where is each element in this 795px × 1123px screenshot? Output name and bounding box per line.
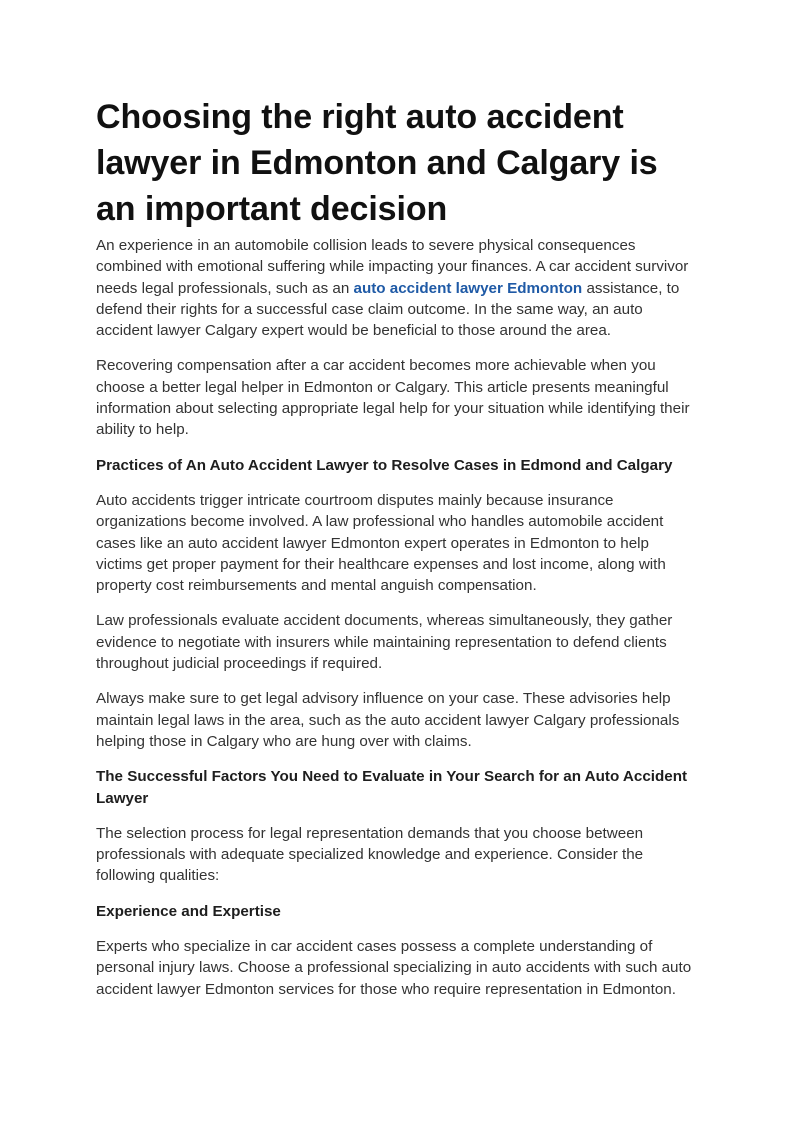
successful-factors-heading: The Successful Factors You Need to Evaluate in Your Search for an Auto Accident Lawyer	[96, 768, 688, 807]
document-page	[96, 94, 698, 1000]
intro-text-before-link: An experience in an automobile collision leads to severe physical consequences combined with emotional suffering while impacting your finances. A car accident survivor needs legal professionals, such as an	[96, 237, 689, 297]
intro-text-after-link: assistance, to defend their rights for a successful case claim outcome. In the same way, an auto accident lawyer Calgary expert would be beneficial to those around the area.	[96, 279, 680, 340]
intro-paragraph	[96, 235, 698, 341]
experts-specialize-paragraph: Experts who specialize in car accident cases possess a complete understanding of personal injury laws. Choose a professional specializing in auto accidents with such auto accident lawyer Edmonton services for those who require representation in Edmonton.	[96, 938, 692, 998]
practices-heading: Practices of An Auto Accident Lawyer to Resolve Cases in Edmond and Calgary	[96, 456, 673, 474]
page-title: Choosing the right auto accident lawyer in Edmonton and Calgary is an important decision	[96, 98, 658, 228]
selection-process-paragraph: The selection process for legal representation demands that you choose between professionals with adequate specialized knowledge and experience. Consider the following qualities:	[96, 824, 644, 885]
evaluate-documents-paragraph: Law professionals evaluate accident documents, whereas simultaneously, they gather evidence to negotiate with insurers while maintaining representation to defend clients throughout judicial proceedings if required.	[96, 612, 673, 673]
experience-expertise-heading: Experience and Expertise	[96, 902, 281, 920]
auto-accident-lawyer-edmonton-link[interactable]: auto accident lawyer Edmonton	[353, 279, 583, 297]
courtroom-disputes-paragraph: Auto accidents trigger intricate courtroom disputes mainly because insurance organizations become involved. A law professional who handles automobile accident cases like an auto accident lawyer Edmonton expert operates in Edmonton to help victims get proper payment for their healthcare expenses and lost income, along with property cost reimbursements and mental anguish compensation.	[96, 491, 666, 595]
recovering-compensation-paragraph: Recovering compensation after a car accident becomes more achievable when you choose a better legal helper in Edmonton or Calgary. This article presents meaningful information about selecting appropriate legal help for your situation while identifying their ability to help.	[96, 357, 690, 439]
legal-advisory-paragraph: Always make sure to get legal advisory influence on your case. These advisories help maintain legal laws in the area, such as the auto accident lawyer Calgary professionals helping those in Calgary who are hung over with claims.	[96, 690, 680, 750]
